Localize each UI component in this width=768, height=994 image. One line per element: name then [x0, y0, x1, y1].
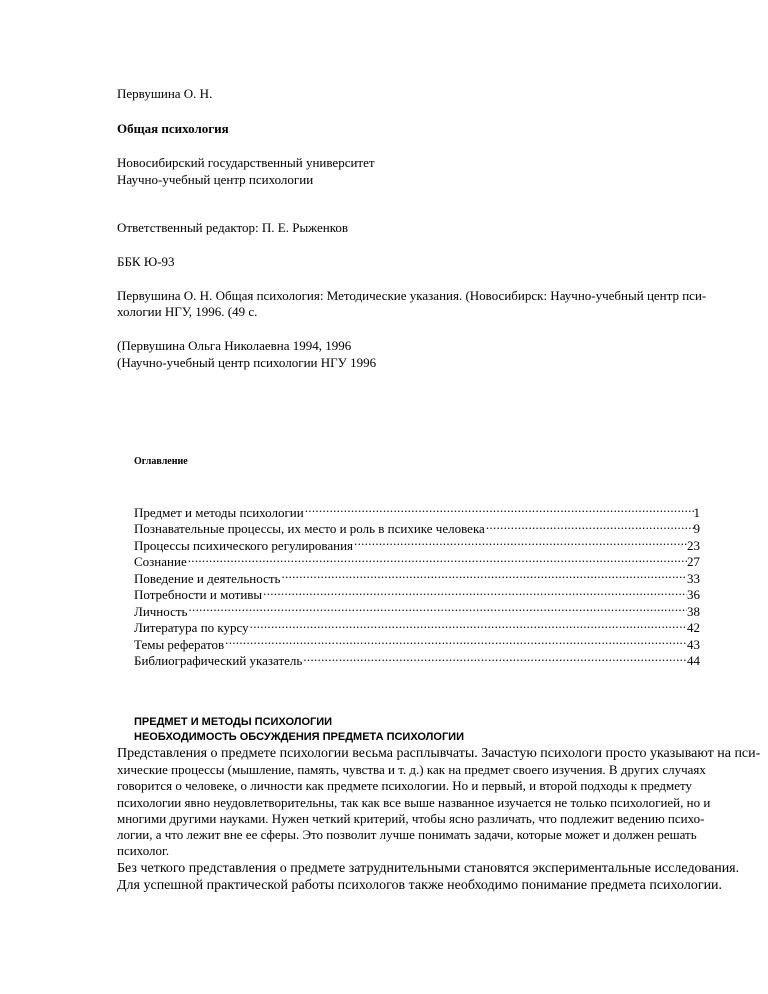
book-title: Общая психология — [117, 121, 229, 136]
body-line: Без четкого представления о предмете затруднительными становятся экспериментальные исследования. — [117, 860, 740, 876]
toc-entry-title: Сознание — [134, 554, 187, 569]
toc-entry[interactable] — [134, 566, 700, 586]
body-line: логии, а что лежит вне ее сферы. Это позволит лучше понимать задачи, которые может и должен решать — [117, 827, 697, 843]
toc-entry[interactable] — [134, 500, 700, 520]
section-heading: ПРЕДМЕТ И МЕТОДЫ ПСИХОЛОГИИ — [134, 716, 333, 728]
copyright-line-1: (Первушина Ольга Николаевна 1994, 1996 — [117, 338, 352, 353]
center: Научно-учебный центр психологии — [117, 172, 314, 187]
toc-entry-title: Литература по курсу — [134, 620, 249, 635]
editor: Ответственный редактор: П. Е. Рыженков — [117, 220, 349, 235]
body-line: Представления о предмете психологии весьма расплывчаты. Зачастую психологи просто указывают на пси- — [117, 746, 761, 761]
toc-entry-title: Познавательные процессы, их место и роль в психике человека — [134, 521, 485, 536]
toc-entry-page: 1 — [693, 504, 700, 520]
body-line: Для успешной практической работы психологов также необходимо понимание предмета психологии. — [117, 877, 723, 893]
toc-entry-title: Предмет и методы психологии — [134, 504, 304, 520]
toc-entry-page: 36 — [687, 587, 700, 602]
body-line: хические процессы (мышление, память, чувства и т. д.) как на предмет своего изучения. В других случаях — [117, 762, 706, 777]
toc-entry-page: 43 — [687, 636, 700, 652]
toc-leader — [485, 517, 694, 534]
toc-leader — [280, 566, 687, 583]
body-text — [117, 745, 768, 894]
table-of-contents — [134, 500, 700, 668]
toc-heading: Оглавление — [134, 456, 188, 467]
author: Первушина О. Н. — [117, 86, 213, 101]
body-line: психолог. — [117, 843, 170, 859]
toc-entry-page: 27 — [687, 554, 700, 569]
toc-entry-page: 42 — [687, 620, 700, 635]
toc-entry-title: Поведение и деятельность — [134, 570, 281, 586]
toc-leader — [187, 599, 687, 616]
section-subheading: НЕОБХОДИМОСТЬ ОБСУЖДЕНИЯ ПРЕДМЕТА ПСИХОЛОГИИ — [134, 731, 464, 743]
toc-entry-page: 9 — [693, 521, 700, 536]
toc-entry-page: 38 — [687, 603, 700, 619]
copyright-line-2: (Научно-учебный центр психологии НГУ 1996 — [117, 355, 377, 370]
body-line: говорится о человеке, о личности как предмете психологии. Но и первый, и второй подходы к предмету — [117, 778, 693, 794]
toc-leader — [187, 550, 687, 567]
toc-leader — [249, 616, 687, 633]
citation-line-2: хологии НГУ, 1996. (49 с. — [117, 304, 258, 319]
toc-leader — [304, 500, 694, 517]
toc-entry-page: 23 — [687, 537, 700, 553]
toc-leader — [262, 583, 687, 600]
toc-entry-title: Потребности и мотивы — [134, 587, 263, 602]
toc-leader — [353, 533, 687, 550]
body-line: многими другими науками. Нужен четкий критерий, чтобы ясно различать, что подлежит ведению психо- — [117, 810, 705, 826]
bbk-code: ББК Ю-93 — [117, 254, 175, 269]
toc-entry-title: Библиографический указатель — [134, 653, 303, 668]
toc-entry-title: Процессы психического регулирования — [134, 537, 354, 553]
toc-entry-title: Темы рефератов — [134, 636, 225, 652]
toc-entry-title: Личность — [134, 603, 188, 619]
body-line: психологии явно неудовлетворительны, так как все выше названное изучается не только психологией, но и — [117, 794, 711, 810]
toc-leader — [302, 649, 687, 666]
toc-leader — [224, 632, 687, 649]
toc-entry-page: 44 — [687, 653, 700, 668]
toc-entry-page: 33 — [687, 570, 700, 586]
toc-entry[interactable] — [134, 599, 700, 619]
toc-entry[interactable] — [134, 616, 700, 633]
citation-line-1: Первушина О. Н. Общая психология: Методические указания. (Новосибирск: Научно-учебный центр пси- — [117, 288, 707, 303]
toc-entry[interactable] — [134, 550, 700, 567]
university: Новосибирский государственный университет — [117, 155, 375, 170]
